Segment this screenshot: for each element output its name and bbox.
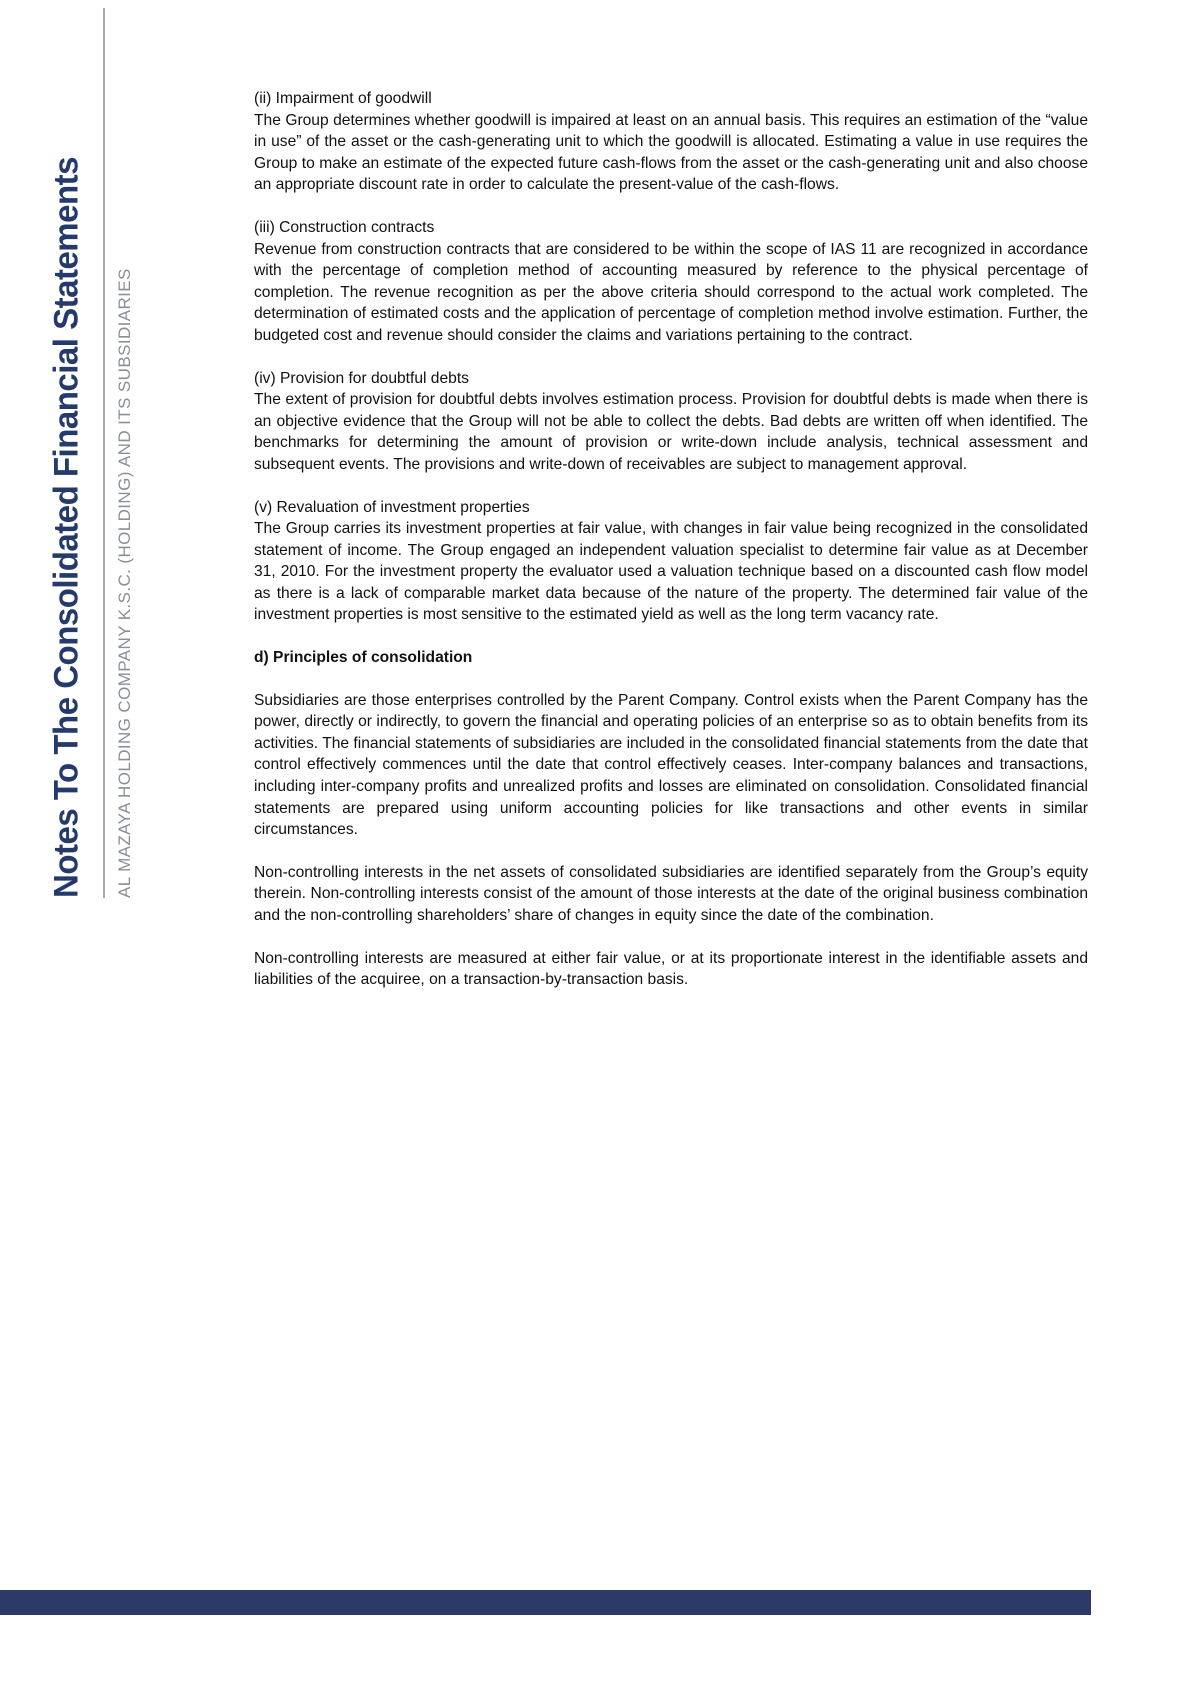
consolidation-paragraph: Subsidiaries are those enterprises controlled by the Parent Company. Control exists when the Parent Company has the power, directly or indirectly, to govern the financial and operating policies of an enterprise so as to obtain benefits from its activities. The financial statements of subsidiaries are included in the consolidated financial statements from the date that control effectively commences until the date that control effectively ceases. Inter-company balances and transactions, including inter-company profits and unrealized profits and losses are eliminated on consolidation. Consolidated financial statements are prepared using uniform accounting policies for like transactions and other events in similar circumstances. [254,691,1088,839]
sidebar-divider [103,8,105,898]
note-impairment-of-goodwill [254,88,1088,196]
section-body: The Group determines whether goodwill is impaired at least on an annual basis. This requires an estimation of the “value in use” of the asset or the cash-generating unit to which the goodwill is allocated. Estimating a value in use requires the Group to make an estimate of the expected future cash-flows from the asset or the cash-generating unit and also choose an appropriate discount rate in order to calculate the present-value of the cash-flows. [254,111,1088,194]
section-title: (ii) Impairment of goodwill [254,90,432,107]
note-revaluation-investment-properties [254,497,1088,627]
footer-bar [0,1590,1091,1615]
consolidation-paragraph: Non-controlling interests are measured at either fair value, or at its proportionate interest in the identifiable assets and liabilities of the acquiree, on a transaction-by-transaction basis. [254,949,1088,989]
section-body: The Group carries its investment properties at fair value, with changes in fair value being recognized in the consolidated statement of income. The Group engaged an independent valuation specialist to determine fair value as at December 31, 2010. For the investment property the evaluator used a valuation technique based on a discounted cash flow model as there is a lack of comparable market data because of the nature of the property. The determined fair value of the investment properties is most sensitive to the estimated yield as well as the long term vacancy rate. [254,520,1088,624]
section-body: The extent of provision for doubtful debts involves estimation process. Provision for doubtful debts is made when there is an objective evidence that the Group will not be able to collect the debts. Bad debts are written off when identified. The benchmarks for determining the amount of provision or write-down include analysis, technical assessment and subsequent events. The provisions and write-down of receivables are subject to management approval. [254,391,1088,473]
section-title: (v) Revaluation of investment properties [254,498,530,516]
section-title: (iii) Construction contracts [254,218,435,236]
consolidation-heading: d) Principles of consolidation [254,649,473,667]
consolidation-paragraph: Non-controlling interests in the net assets of consolidated subsidiaries are identified separately from the Group’s equity therein. Non-controlling interests consist of the amount of those interests at the date of the original business combination and the non-controlling shareholders’ share of changes in equity since the date of the combination. [254,863,1088,924]
sidebar-subtitle: AL MAZAYA HOLDING COMPANY K.S.C. (HOLDING) AND ITS SUBSIDIARIES [115,268,134,898]
note-provision-doubtful-debts [254,368,1088,476]
sidebar-title: Notes To The Consolidated Financial Statements [46,157,85,898]
section-title: (iv) Provision for doubtful debts [254,369,469,387]
note-construction-contracts [254,217,1088,347]
notes-content [254,88,1088,1012]
section-body: Revenue from construction contracts that are considered to be within the scope of IAS 11 are recognized in accordance with the percentage of completion method of accounting measured by reference to the physical percentage of completion. The revenue recognition as per the above criteria should correspond to the actual work completed. The determination of estimated costs and the application of percentage of completion method involve estimation. Further, the budgeted cost and revenue should consider the claims and variations pertaining to the contract. [254,240,1088,344]
